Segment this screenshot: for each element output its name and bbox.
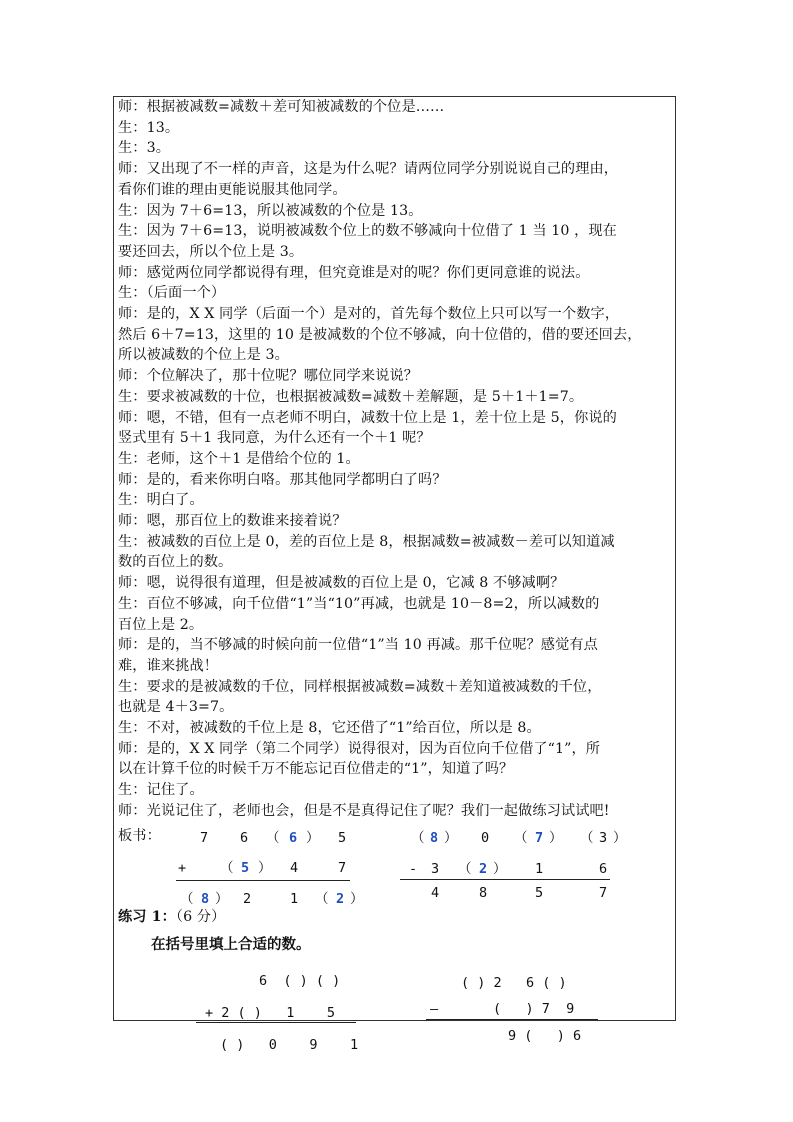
dialogue-line: 师：是的，X X 同学（第二个同学）说得很对，因为百位向千位借了“1”，所 — [118, 740, 601, 757]
exercise-add-row: 6 ( ) ( ) — [259, 973, 341, 989]
dialogue-line: 师：又出现了不一样的声音，这是为什么呢？请两位同学分别说说自己的理由， — [118, 161, 619, 178]
board-sub-paren: （ — [411, 830, 425, 846]
exercise-sub-op: – — [430, 1001, 439, 1017]
dialogue-line: 所以被减数的个位上是 3。 — [118, 347, 289, 364]
dialogue-line: 生：要求被减数的十位，也根据被减数=减数＋差解题，是 5＋1＋1=7。 — [118, 388, 584, 405]
board-add-answer: 8 — [201, 891, 210, 907]
dialogue-line: 师：光说记住了，老师也会，但是不是真得记住了呢？我们一起做练习试试吧! — [118, 802, 610, 819]
dialogue-line: 师：是的，X X 同学（后面一个）是对的，首先每个数位上只可以写一个数字， — [118, 306, 620, 322]
dialogue-line: 师：是的，看来你明白咯。那其他同学都明白了吗？ — [118, 471, 447, 488]
exercise-sub-row: 9 ( ) 6 — [508, 1028, 582, 1044]
exercise-add-row: + 2 ( ) 1 5 — [205, 1005, 336, 1021]
exercise-sub-row: ( ) 7 9 — [493, 1001, 575, 1017]
board-sub-paren: （ — [458, 861, 472, 877]
board-add-digit: 7 — [200, 830, 209, 846]
dialogue-line: 生：不对，被减数的千位上是 8，它还借了“1”给百位，所以是 8。 — [118, 720, 541, 736]
exercise-add-row: ( ) 0 9 1 — [220, 1037, 359, 1053]
board-add-digit: 1 — [290, 891, 299, 907]
dialogue-line: 师：根据被减数=减数＋差可知被减数的个位是…… — [118, 99, 445, 115]
board-add-digit: 5 — [338, 830, 347, 846]
dialogue-line: 师：嗯，不错，但有一点老师不明白，减数十位上是 1，差十位上是 5，你说的 — [118, 409, 617, 426]
dialogue-line: 生：13。 — [118, 119, 180, 136]
board-add-paren: ） — [350, 891, 364, 907]
dialogue-line: 师：嗯，那百位上的数谁来接着说？ — [118, 513, 347, 529]
dialogue-line: 也就是 4＋3=7。 — [118, 699, 234, 716]
dialogue-line: 生：因为 7＋6=13，说明被减数个位上的数不够减向十位借了 1 当 10 ，现在 — [118, 223, 617, 240]
dialogue-line: 师：感觉两位同学都说得有理，但究竟谁是对的呢？你们更同意谁的说法。 — [118, 264, 590, 281]
board-add-digit: 6 — [240, 830, 249, 846]
board-add-digit: 7 — [338, 860, 347, 876]
board-add-op: + — [178, 860, 187, 876]
dialogue-line: 生：老师，这个＋1 是借给个位的 1。 — [118, 450, 360, 467]
board-add-rule — [176, 880, 350, 881]
board-sub-paren: ） — [549, 830, 563, 846]
dialogue-line: 难，谁来挑战！ — [118, 657, 219, 674]
dialogue-line: 生：（后面一个） — [118, 285, 226, 302]
board-sub-paren: ） — [493, 861, 507, 877]
board-sub-digit: 3 — [599, 830, 608, 846]
dialogue-line: 生：明白了。 — [118, 492, 204, 509]
board-add-paren: ） — [306, 830, 320, 846]
dialogue-line: 师：个位解决了，那十位呢？哪位同学来说说？ — [118, 368, 419, 385]
exercise-heading — [118, 907, 225, 928]
dialogue-line: 然后 6＋7=13，这里的 10 是被减数的个位不够减，向十位借的，借的要还回去， — [118, 326, 642, 343]
exercise-title: 练习 1： — [118, 909, 176, 925]
dialogue-line: 生：3。 — [118, 140, 170, 157]
board-sub-digit: 3 — [431, 861, 440, 877]
board-add-answer: 2 — [336, 891, 345, 907]
board-add-paren: （ — [180, 891, 194, 907]
board-add-paren: （ — [266, 830, 280, 846]
dialogue-line: 生：记住了。 — [118, 782, 204, 799]
board-sub-paren: （ — [580, 830, 594, 846]
board-sub-rule — [400, 879, 610, 880]
board-sub-digit: 1 — [535, 861, 544, 877]
board-add-paren: （ — [315, 891, 329, 907]
board-add-paren: ） — [258, 860, 272, 876]
dialogue-line: 以在计算千位的时候千万不能忘记百位借走的“1”，知道了吗？ — [118, 761, 514, 778]
board-add-paren: （ — [220, 860, 234, 876]
exercise-add-rule — [196, 1022, 356, 1023]
board-sub-answer: 7 — [535, 830, 544, 846]
dialogue-line: 生：因为 7＋6=13，所以被减数的个位是 13。 — [118, 202, 423, 219]
dialogue-line: 看你们谁的理由更能说服其他同学。 — [118, 181, 347, 198]
board-sub-answer: 8 — [430, 830, 439, 846]
board-sub-digit: 8 — [479, 885, 488, 901]
exercise-sub-rule — [426, 1019, 598, 1020]
board-add-paren: ） — [215, 891, 229, 907]
dialogue-line: 生：百位不够减，向千位借“1”当“10”再减，也就是 10－8=2，所以减数的 — [118, 595, 600, 612]
dialogue-line: 要还回去，所以个位上是 3。 — [118, 243, 304, 260]
board-sub-digit: 4 — [431, 885, 440, 901]
dialogue-line: 生：要求的是被减数的千位，同样根据被减数=减数＋差知道被减数的千位， — [118, 678, 602, 695]
board-sub-digit: 6 — [599, 861, 608, 877]
exercise-instruction: 在括号里填上合适的数。 — [151, 936, 311, 953]
exercise-score: （6 分） — [175, 909, 226, 925]
board-sub-digit: 0 — [481, 830, 490, 846]
board-add-answer: 5 — [241, 860, 250, 876]
dialogue-line: 师：是的，当不够减的时候向前一位借“1”当 10 再减。那千位呢？感觉有点 — [118, 637, 598, 654]
board-add-answer: 6 — [289, 830, 298, 846]
dialogue-line: 师：嗯，说得很有道理，但是被减数的百位上是 0，它减 8 不够减啊？ — [118, 575, 565, 592]
board-sub-paren: ） — [444, 830, 458, 846]
board-sub-digit: 7 — [599, 885, 608, 901]
board-add-digit: 2 — [243, 891, 252, 907]
board-sub-paren: （ — [514, 830, 528, 846]
dialogue-line: 数的百位上的数。 — [118, 554, 233, 571]
board-sub-paren: ） — [613, 830, 627, 846]
dialogue-line: 竖式里有 5＋1 我同意，为什么还有一个＋1 呢？ — [118, 430, 431, 447]
board-sub-digit: 5 — [535, 885, 544, 901]
board-add-digit: 4 — [290, 860, 299, 876]
board-sub-op: - — [409, 861, 418, 877]
board-sub-answer: 2 — [479, 861, 488, 877]
dialogue-line: 百位上是 2。 — [118, 616, 204, 633]
exercise-sub-row: ( ) 2 6 ( ) — [461, 975, 567, 991]
board-label: 板书： — [118, 828, 161, 844]
dialogue-line: 生：被减数的百位上是 0，差的百位上是 8，根据减数=被减数－差可以知道减 — [118, 533, 615, 550]
